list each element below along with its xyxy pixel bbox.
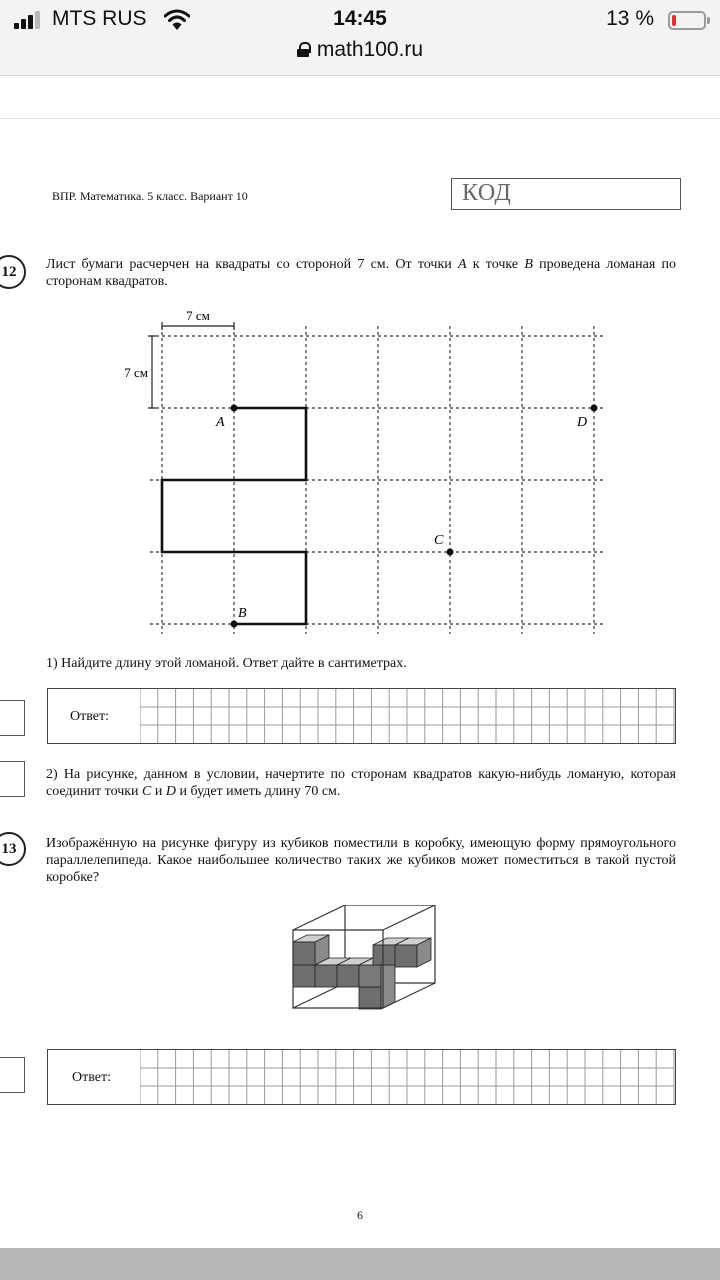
grid-figure [110, 300, 620, 640]
url-text: math100.ru [316, 38, 424, 61]
page-divider [0, 118, 720, 119]
code-box[interactable] [451, 178, 681, 210]
question-12-text: Лист бумаги расчерчен на квадраты со стороной 7 см. От точки A к точке B проведена ломаная по сторонам квадратов. [46, 257, 676, 289]
battery-icon [668, 11, 706, 30]
question-13-number: 13 [0, 832, 26, 866]
point-d [591, 405, 598, 412]
question-12-number: 12 [0, 255, 26, 289]
point-b [231, 621, 238, 628]
status-time: 14:45 [333, 7, 387, 30]
address-bar[interactable] [0, 38, 720, 62]
score-box-12-1[interactable] [0, 700, 25, 736]
point-d-label: D [577, 415, 588, 430]
cube-figure [285, 905, 445, 1030]
answer-field-12[interactable] [47, 688, 676, 744]
answer-grid-12 [140, 689, 676, 743]
carrier-name: MTS RUS [52, 7, 147, 30]
answer-label-12: Ответ: [70, 709, 109, 724]
point-b-label: B [238, 606, 247, 621]
point-a-label: A [216, 415, 225, 430]
lock-icon [297, 42, 309, 57]
battery-percent: 13 % [606, 7, 654, 30]
answer-field-13[interactable] [47, 1049, 676, 1105]
question-13-text: Изображённую на рисунке фигуру из кубиков поместили в коробку, имеющую форму прямоугольного параллелепипеда. Какое наибольшее количество таких же кубиков может поместиться в такой пустой коробке? [46, 836, 676, 885]
code-label: КОД [462, 180, 512, 206]
battery-fill [672, 15, 676, 26]
document-header: ВПР. Математика. 5 класс. Вариант 10 [52, 189, 248, 203]
question-12-part-2: 2) На рисунке, данном в условии, начертите по сторонам квадратов какую-нибудь ломаную, которая соединит точки C и D и будет иметь длину 70 см. [46, 767, 676, 799]
browser-top-bar [0, 0, 720, 76]
height-label: 7 см [124, 365, 148, 380]
answer-grid-13 [140, 1050, 676, 1104]
page-number: 6 [357, 1208, 363, 1222]
score-box-13[interactable] [0, 1057, 25, 1093]
width-label: 7 см [186, 308, 210, 323]
point-a [231, 405, 238, 412]
dimension-marks [148, 322, 234, 408]
point-c [447, 549, 454, 556]
point-c-label: C [434, 533, 444, 548]
score-box-12-2[interactable] [0, 761, 25, 797]
answer-label-13: Ответ: [72, 1070, 111, 1085]
bottom-toolbar [0, 1248, 720, 1280]
question-12-part-1: 1) Найдите длину этой ломаной. Ответ дайте в сантиметрах. [46, 656, 407, 671]
